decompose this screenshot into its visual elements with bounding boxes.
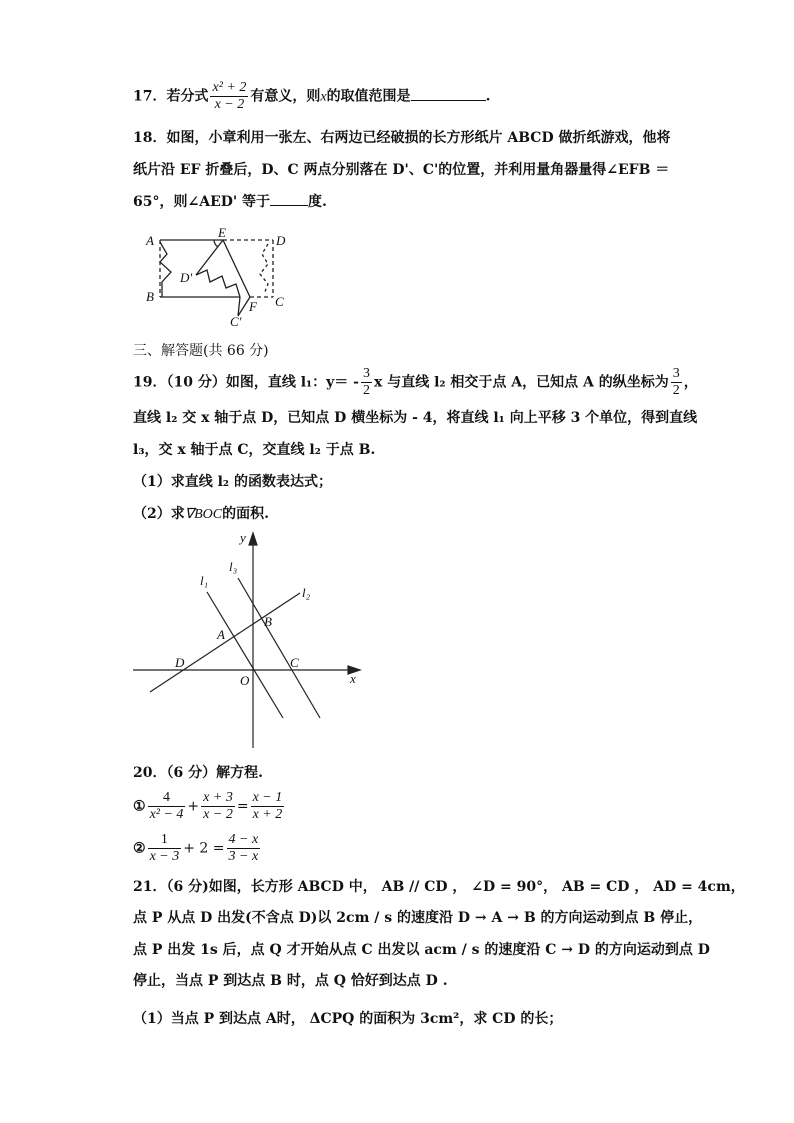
line-l2 <box>150 593 300 692</box>
operator: = <box>236 798 249 815</box>
label-B: B <box>264 614 272 629</box>
numerator: x + 3 <box>203 790 233 805</box>
math: ∇BOC <box>184 507 223 522</box>
variable: x <box>320 89 327 105</box>
question-18-line1: 18．如图，小章利用一张左、右两边已经破损的长方形纸片 ABCD 做折纸游戏，他将 <box>133 130 671 146</box>
denominator: x − 2 <box>214 97 245 112</box>
question-19-line2: 直线 l₂ 交 x 轴于点 D，已知点 D 横坐标为 - 4，将直线 l₁ 向上平移 3 个单位，得到直线 <box>133 410 698 426</box>
text: 的取值范围是 <box>326 88 411 105</box>
denominator: 2 <box>362 383 370 398</box>
equation-2 <box>133 832 262 865</box>
fraction <box>671 366 682 399</box>
operator: + <box>187 798 200 815</box>
question-21-line2: 点 P 从点 D 出发(不含点 D)以 2cm / s 的速度沿 D → A → B 的方向运动到点 B 停止， <box>133 910 703 926</box>
question-19-line3: l₃，交 x 轴于点 C，交直线 l₂ 于点 B. <box>133 442 376 458</box>
question-number: 17． <box>133 88 167 105</box>
denominator: x + 2 <box>252 807 283 822</box>
question-21-line3: 点 P 出发 1s 后，点 Q 才开始从点 C 出发以 acm / s 的速度沿 C → D 的方向运动到点 D <box>133 942 710 958</box>
numerator: 3 <box>672 366 680 381</box>
numerator: 3 <box>362 366 370 381</box>
label-A: A <box>217 627 225 642</box>
text: 19．（10 分）如图，直线 l₁：y＝ - <box>133 374 359 391</box>
label-C: C <box>275 294 284 309</box>
question-21-part1: （1）当点 P 到达点 A时， ΔCPQ 的面积为 3cm²，求 CD 的长； <box>133 1011 563 1027</box>
label-F: F <box>249 299 257 314</box>
numerator: 4 <box>148 790 186 807</box>
label-D: D <box>276 233 286 248</box>
numerator: 4 − x <box>228 832 259 847</box>
equation-1 <box>133 790 286 823</box>
text: 的面积. <box>222 506 269 522</box>
denominator: 3 − x <box>228 849 259 864</box>
denominator: x − 2 <box>203 807 233 822</box>
denominator: x − 3 <box>149 849 180 864</box>
label-D-prime: D' <box>180 270 193 285</box>
label-O: O <box>240 673 250 688</box>
denominator: x² − 4 <box>149 807 184 822</box>
numerator: x − 1 <box>252 790 283 805</box>
text: （2）求 <box>133 506 185 522</box>
text: x 与直线 l₂ 相交于点 A，已知点 A 的纵坐标为 <box>373 374 669 391</box>
fraction <box>361 366 372 399</box>
label-C-prime: C' <box>230 314 242 329</box>
fraction <box>148 790 186 823</box>
label-B: B <box>146 289 154 304</box>
question-21-line1: 21．（6 分)如图，长方形 ABCD 中， AB // CD ， ∠D = 90°， AB = CD ， AD = 4cm， <box>133 879 745 895</box>
label-E: E <box>218 225 226 240</box>
operator: + 2 = <box>183 840 225 857</box>
fraction <box>148 832 182 865</box>
question-20-title: 20．（6 分）解方程. <box>133 765 263 781</box>
text: 度. <box>308 194 327 210</box>
question-19-part2 <box>133 505 269 524</box>
question-19-part1: （1）求直线 l₂ 的函数表达式； <box>133 474 332 490</box>
label-A: A <box>146 233 154 248</box>
question-19-line1 <box>133 366 698 399</box>
text: 65°，则∠AED' 等于 <box>133 194 271 210</box>
label-l1: l₁ <box>200 573 209 588</box>
numerator: x² + 2 <box>212 80 247 95</box>
marker: ① <box>133 798 146 815</box>
numerator: 1 <box>148 832 182 849</box>
section-heading: 三、解答题(共 66 分) <box>133 343 269 359</box>
text: 有意义，则 <box>250 88 321 105</box>
label-l2: l₂ <box>302 585 311 600</box>
denominator: 2 <box>672 383 680 398</box>
label-y: y <box>240 530 246 545</box>
text: ， <box>683 374 698 391</box>
figure-19 <box>133 533 360 748</box>
marker: ② <box>133 840 146 857</box>
figure-19-labels <box>174 530 356 688</box>
fraction <box>251 790 285 823</box>
fraction <box>227 832 261 865</box>
line-l1 <box>207 592 283 718</box>
label-l3: l₃ <box>229 559 238 574</box>
text: . <box>485 88 491 105</box>
label-D: D <box>175 655 185 670</box>
question-18-line2: 纸片沿 EF 折叠后，D、C 两点分别落在 D'、C'的位置，并利用量角器量得∠EFB ＝ <box>133 162 670 178</box>
label-x: x <box>350 671 356 686</box>
fraction <box>201 790 235 823</box>
text: 若分式 <box>166 88 209 105</box>
question-21-line4: 停止，当点 P 到达点 B 时，点 Q 恰好到达点 D . <box>133 973 448 989</box>
label-C: C <box>290 655 299 670</box>
